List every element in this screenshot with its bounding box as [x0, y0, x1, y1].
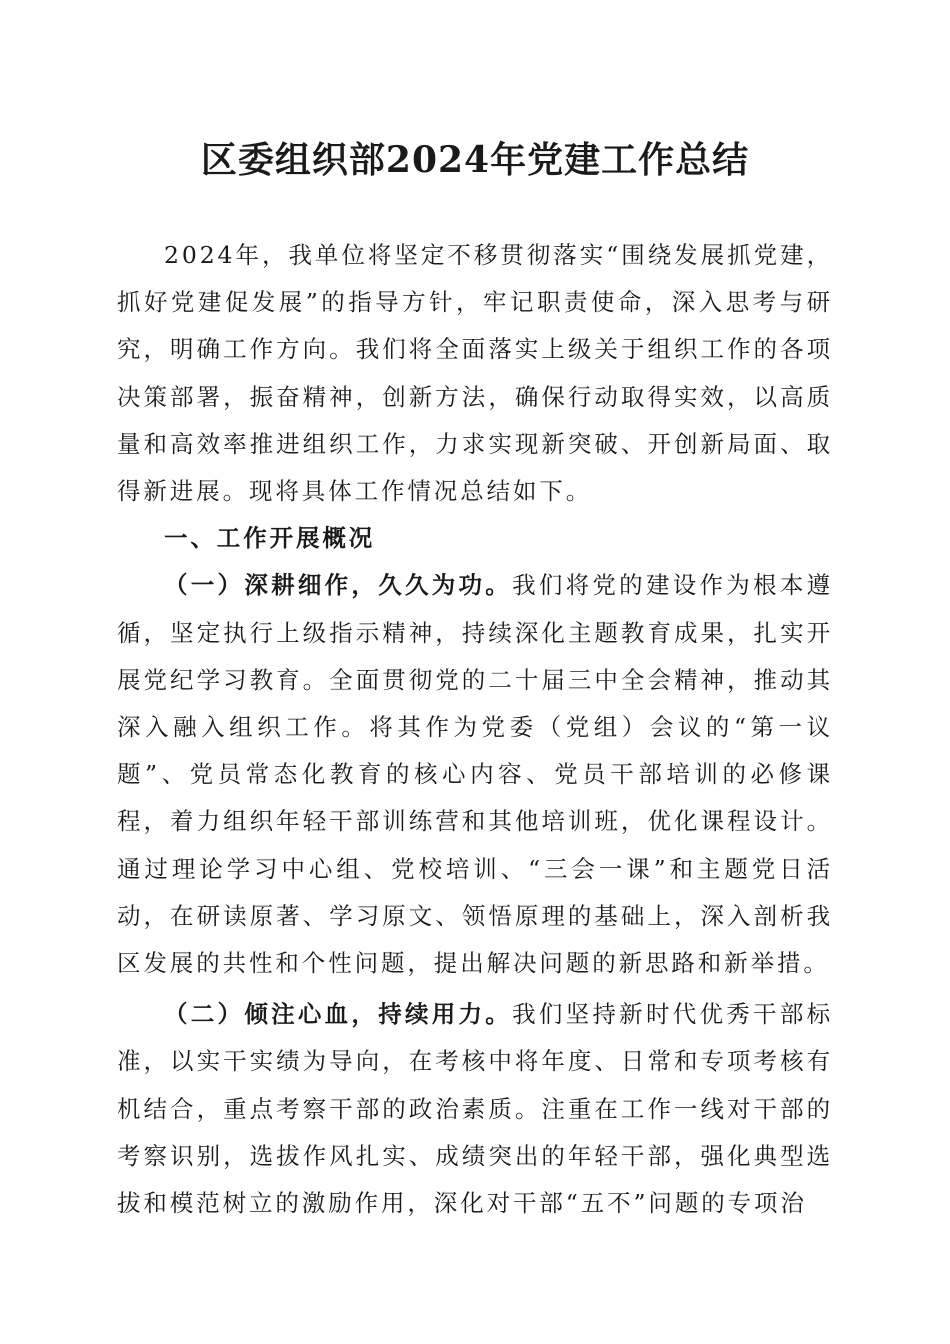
document-title: 区委组织部2024年党建工作总结 [200, 139, 750, 181]
intro-paragraph: 2024年，我单位将坚定不移贯彻落实“围绕发展抓党建，抓好党建促发展”的指导方针，牢记职责使命，深入思考与研究，明确工作方向。我们将全面落实上级关于组织工作的各项决策部署，振奋精神，创新方法，确保行动取得实效，以高质量和高效率推进组织工作，力求实现新突破、开创新局面、取得新进展。现将具体工作情况总结如下。 [117, 241, 833, 506]
document-body [117, 232, 833, 1227]
section-item-1-lead: （一）深耕细作，久久为功。 [164, 571, 513, 600]
section-item-2 [117, 991, 833, 1227]
section-heading: 一、工作开展概况 [164, 524, 376, 553]
section-item-1 [117, 562, 833, 987]
section-item-2-text: 我们坚持新时代优秀干部标准，以实干实绩为导向，在考核中将年度、日常和专项考核有机结合，重点考察干部的政治素质。注重在工作一线对干部的考察识别，选拔作风扎实、成绩突出的年轻干部，强化典型选拔和模范树立的激励作用，深化对干部“五不”问题的专项治 [117, 1000, 833, 1218]
section-item-1-text: 我们将党的建设作为根本遵循，坚定执行上级指示精神，持续深化主题教育成果，扎实开展党纪学习教育。全面贯彻党的二十届三中全会精神，推动其深入融入组织工作。将其作为党委（党组）会议的“第一议题”、党员常态化教育的核心内容、党员干部培训的必修课程，着力组织年轻干部训练营和其他培训班，优化课程设计。通过理论学习中心组、党校培训、“三会一课”和主题党日活动，在研读原著、学习原文、领悟原理的基础上，深入剖析我区发展的共性和个性问题，提出解决问题的新思路和新举措。 [117, 571, 833, 978]
section-item-2-lead: （二）倾注心血，持续用力。 [164, 1000, 513, 1029]
